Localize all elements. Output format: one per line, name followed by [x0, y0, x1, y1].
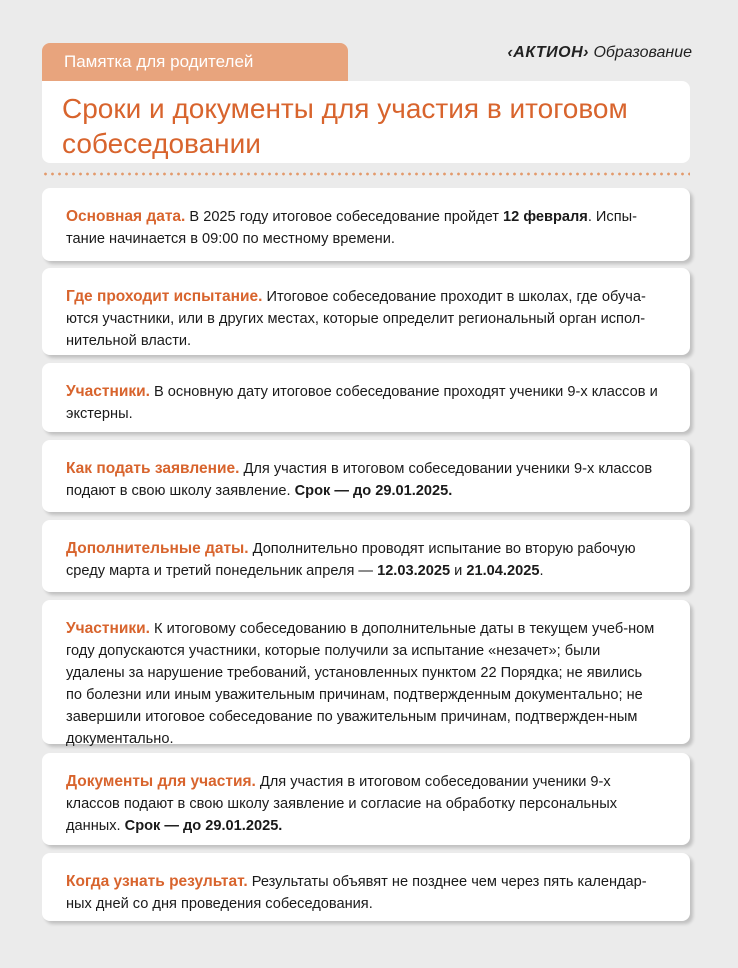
card-body-bold: 21.04.2025: [466, 563, 540, 579]
card-text: [66, 206, 660, 250]
brand-logo-mark: ‹АКТИОН›: [507, 44, 589, 61]
card-body: К итоговому собеседованию в дополнительные даты в текущем учеб-ном году допускаются участники, которые получили за испытание «незачет»; были удалены за нарушение требований, установленных пунктом 22 Порядка; не явились по болезни или иным уважительным причинам, подтвержденным документально; не завершили итоговое собеседование по уважительным причинам, подтвержден-ным документально.: [66, 621, 655, 747]
card-body: В основную дату итоговое собеседование проходят ученики 9-х классов и экстерны.: [66, 384, 658, 422]
card-body: . Испы-тание начинается в 09:00 по местному времени.: [66, 209, 637, 247]
card-heading: Основная дата.: [66, 208, 186, 225]
card-heading: Когда узнать результат.: [66, 873, 248, 890]
card-body: и: [450, 563, 467, 579]
card-results: [42, 853, 690, 921]
card-body: Дополнительно проводят испытание во вторую рабочую среду марта и третий понедельник апреля —: [66, 541, 636, 579]
card-body-bold: Срок — до 29.01.2025.: [294, 483, 453, 499]
page-title: Сроки и документы для участия в итоговом собеседовании: [62, 93, 628, 159]
brand-logo-text: Образование: [593, 44, 692, 61]
card-documents: [42, 753, 690, 845]
card-body-bold: Срок — до 29.01.2025.: [124, 818, 283, 834]
card-heading: Как подать заявление.: [66, 460, 240, 477]
card-heading: Участники.: [66, 620, 150, 637]
memo-tag: [42, 43, 348, 81]
card-text: [66, 771, 660, 837]
card-text: [66, 618, 660, 750]
brand-logo: [507, 44, 692, 62]
card-text: [66, 871, 660, 915]
card-heading: Дополнительные даты.: [66, 540, 249, 557]
card-body: Для участия в итоговом собеседовании ученики 9-х классов подают в свою школу заявление.: [66, 461, 653, 499]
card-text: [66, 538, 660, 582]
dotted-divider: [42, 172, 690, 176]
card-body-bold: 12.03.2025: [377, 563, 451, 579]
card-body: В 2025 году итоговое собеседование пройдет: [185, 209, 504, 225]
memo-tag-label: Памятка для родителей: [64, 52, 254, 71]
card-heading: Участники.: [66, 383, 150, 400]
title-panel: [42, 81, 690, 163]
card-application: [42, 440, 690, 512]
card-heading: Документы для участия.: [66, 773, 256, 790]
card-body: Итоговое собеседование проходит в школах, где обуча-ются участники, или в других местах, которые определит региональный орган испол-нительной власти.: [66, 289, 646, 349]
card-main-date: [42, 188, 690, 261]
card-body: Для участия в итоговом собеседовании ученики 9-х классов подают в свою школу заявление и согласие на обработку персональных данных.: [66, 774, 617, 834]
card-text: [66, 381, 660, 425]
card-body-bold: 12 февраля: [503, 209, 588, 225]
card-location: [42, 268, 690, 355]
card-text: [66, 458, 660, 502]
card-additional-participants: [42, 600, 690, 747]
card-additional-dates: [42, 520, 690, 592]
card-body: .: [539, 563, 544, 579]
card-participants: [42, 363, 690, 432]
card-body: Результаты объявят не позднее чем через пять календар-ных дней со дня проведения собеседования.: [66, 874, 647, 912]
card-heading: Где проходит испытание.: [66, 288, 263, 305]
card-text: [66, 286, 660, 352]
